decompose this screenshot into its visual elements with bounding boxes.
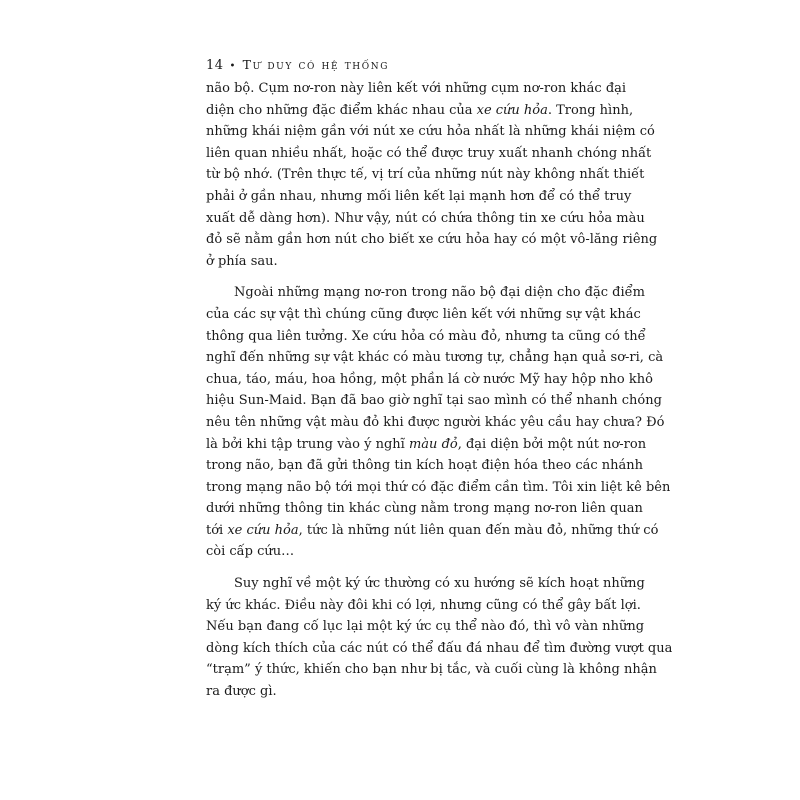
text-line: của các sự vật thì chúng cũng được liên kết với những sự vật khác [206, 306, 641, 322]
text-line: dòng kích thích của các nút có thể đấu đá nhau để tìm đường vượt qua [206, 640, 673, 656]
text-line: Nếu bạn đang cố lục lại một ký ức cụ thể nào đó, thì vô vàn những [206, 619, 645, 635]
text-line: từ bộ nhớ. (Trên thực tế, vị trí của những nút này không nhất thiết [206, 167, 645, 183]
text-line: nêu tên những vật màu đỏ khi được người khác yêu cầu hay chưa? Đó [206, 414, 665, 430]
italic-emphasis: xe cứu hỏa [476, 102, 548, 118]
text-line: dưới những thông tin khác cùng nằm trong mạng nơ-ron liên quan [206, 501, 643, 517]
header-separator: • [229, 61, 237, 72]
text-line: liên quan nhiều nhất, hoặc có thể được truy xuất nhanh chóng nhất [206, 145, 652, 161]
text-line: phải ở gần nhau, nhưng mối liên kết lại mạnh hơn để có thể truy [206, 188, 632, 204]
paragraph-2 [206, 282, 671, 563]
text-line: tới xe cứu hỏa, tức là những nút liên quan đến màu đỏ, những thứ có [206, 522, 659, 538]
running-header [206, 57, 389, 73]
italic-emphasis: màu đỏ [408, 436, 458, 452]
text-line: trong não, bạn đã gửi thông tin kích hoạt điện hóa theo các nhánh [206, 458, 644, 474]
text-line: những khái niệm gần với nút xe cứu hỏa nhất là những khái niệm có [206, 124, 655, 140]
text-line: ở phía sau. [206, 253, 278, 269]
paragraph-3 [206, 573, 673, 703]
text-line: Ngoài những mạng nơ-ron trong não bộ đại diện cho đặc điểm [234, 285, 645, 301]
body-text [206, 78, 673, 703]
text-line: còi cấp cứu… [206, 544, 295, 560]
text-line: nghĩ đến những sự vật khác có màu tương tự, chẳng hạn quả sơ-ri, cà [206, 350, 664, 366]
text-line: xuất dễ dàng hơn). Như vậy, nút có chứa thông tin xe cứu hỏa màu [206, 210, 645, 226]
italic-emphasis: xe cứu hỏa [227, 522, 299, 538]
text-line: hiệu Sun-Maid. Bạn đã bao giờ nghĩ tại sao mình có thể nhanh chóng [206, 393, 662, 409]
text-line: ký ức khác. Điều này đôi khi có lợi, nhưng cũng có thể gây bất lợi. [206, 597, 641, 613]
text-line: ra được gì. [206, 684, 277, 700]
text-line: diện cho những đặc điểm khác nhau của xe cứu hỏa. Trong hình, [206, 102, 634, 118]
text-line: trong mạng não bộ tới mọi thứ có đặc điểm cần tìm. Tôi xin liệt kê bên [206, 479, 671, 495]
text-line: là bởi khi tập trung vào ý nghĩ màu đỏ, đại diện bởi một nút nơ-ron [206, 436, 647, 452]
text-line: đỏ sẽ nằm gần hơn nút cho biết xe cứu hỏa hay có một vô-lăng riêng [206, 232, 658, 248]
text-line: não bộ. Cụm nơ-ron này liên kết với những cụm nơ-ron khác đại [206, 81, 627, 96]
text-line: thông qua liên tưởng. Xe cứu hỏa có màu đỏ, nhưng ta cũng có thể [206, 328, 646, 344]
text-line: chua, táo, máu, hoa hồng, một phần lá cờ nước Mỹ hay hộp nho khô [206, 371, 653, 387]
text-line: Suy nghĩ về một ký ức thường có xu hướng sẽ kích hoạt những [234, 576, 645, 592]
book-title: Tư duy có hệ thống [242, 57, 389, 72]
text-line: “trạm” ý thức, khiến cho bạn như bị tắc, và cuối cùng là không nhận [206, 662, 657, 678]
paragraph-1 [206, 78, 658, 272]
page-number: 14 [206, 58, 224, 73]
